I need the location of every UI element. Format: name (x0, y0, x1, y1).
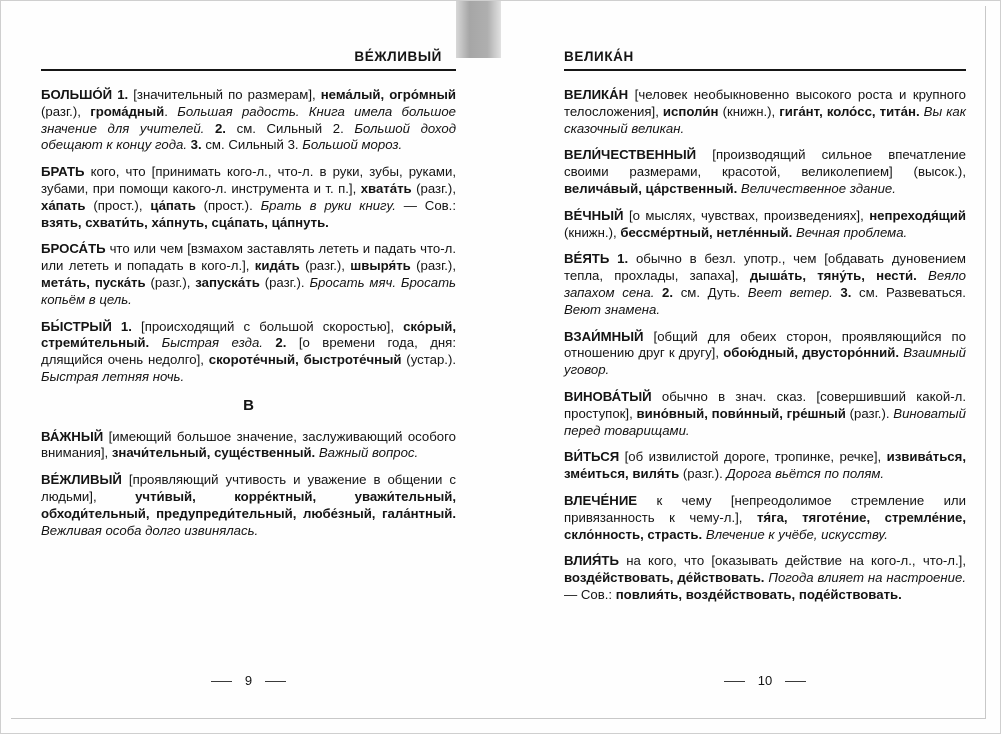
entry-text-segment: на кого, что [оказывать действие на кого-л., что-л.], (626, 553, 966, 569)
entry-text-segment: Большой доход обещают к концу года. (41, 120, 456, 153)
entry-text-segment: Важный вопрос. (318, 445, 419, 461)
entry-text-segment: Веяло запахом сена. (564, 268, 966, 300)
entry-text-segment: вино́вный, пови́нный, гре́шный (636, 405, 850, 421)
entry-text-segment: ВЕЛИ́ЧЕСТВЕННЫЙ (564, 147, 713, 163)
dictionary-entry (564, 329, 966, 379)
book-gutter-shadow (456, 1, 501, 58)
entry-text-segment: что или чем [взмахом заставлять лететь и падать что-л. или лететь и попадать в кого-л.], (41, 241, 456, 274)
entry-text-segment: (книжн.), (722, 103, 780, 119)
entry-text-segment: гига́нт, коло́сс, тита́н. (779, 103, 924, 119)
entry-text-segment: [о мыслях, чувствах, произведениях], (628, 207, 870, 223)
entry-text-segment: Веют знамена. (564, 301, 661, 317)
dictionary-entry (564, 208, 966, 242)
entry-text-segment: обычно в безл. употр., чем [обдавать дуновением тепла, прохлады, запаха], (564, 251, 966, 284)
entry-text-segment: Влечение к учёбе, искусству. (705, 526, 888, 542)
dictionary-entry (564, 87, 966, 137)
entry-text-segment: (разг.), (305, 258, 351, 274)
entry-text-segment: Вежливая особа долго извинялась. (41, 522, 259, 538)
entry-text-segment: (разг.). (849, 405, 894, 421)
entry-text-segment: грома́дный (90, 103, 165, 119)
running-head-row (41, 47, 456, 67)
entry-text-segment: кида́ть (254, 258, 306, 274)
entry-text-segment: Быстрая летняя ночь. (41, 368, 185, 384)
entry-text-segment: см. Сильный 2. (236, 120, 355, 136)
entry-text-segment: [значительный по размерам], (133, 87, 321, 102)
entry-text-segment: Взаимный уговор. (564, 345, 967, 378)
entry-text-segment: (разг.), (41, 103, 91, 119)
dictionary-entry (564, 147, 966, 197)
dictionary-entry (41, 319, 456, 386)
entry-text-segment: (разг.), (416, 180, 456, 196)
dictionary-entry (564, 493, 966, 543)
dictionary-entry (41, 241, 456, 308)
entry-text-segment: повлия́ть, возде́йствовать, поде́йствовать. (615, 586, 902, 602)
dictionary-entry (564, 389, 966, 439)
running-head-row (564, 47, 966, 67)
entry-text-segment: [об извилистой дороге, тропинке, речке], (624, 449, 887, 465)
footer-dash (724, 681, 745, 682)
entry-text-segment: — Сов.: (564, 586, 616, 602)
entry-text-segment: значи́тельный, суще́ственный. (111, 445, 319, 461)
dictionary-entry (41, 472, 456, 539)
entry-text-segment: бессме́ртный, нетле́нный. (620, 224, 796, 240)
entry-text-segment: мета́ть, пуска́ть (41, 274, 151, 290)
dictionary-entry (41, 87, 456, 154)
entry-text-segment: (книжн.), (564, 224, 621, 240)
entry-text-segment: Вечная проблема. (795, 224, 908, 240)
footer-dash (211, 681, 232, 682)
entry-text-segment: ВИНОВА́ТЫЙ (564, 388, 662, 404)
dictionary-entry (564, 449, 966, 483)
entry-text-segment: исполи́н (662, 103, 723, 119)
entry-text-segment: непреходя́щий (869, 207, 966, 223)
entry-text-segment: Большая радость. Книга имела большое значение для учителей. (41, 103, 457, 136)
entry-text-segment: 3. (840, 284, 860, 300)
entry-text-segment: [общий для обеих сторон, проявляющийся по отношению друг к другу], (564, 328, 966, 361)
entry-text-segment: см. Дуть. (680, 284, 748, 300)
entry-text-segment: ха́пать (41, 197, 94, 213)
header-rule (564, 69, 966, 71)
dictionary-entry (41, 429, 456, 463)
entry-text-segment: скороте́чный, быстроте́чный (208, 352, 407, 368)
left-page (41, 47, 456, 691)
entry-text-segment: ВЕ́ЯТЬ 1. (564, 251, 636, 267)
running-head: ВЕ́ЖЛИВЫЙ (354, 49, 442, 64)
entry-text-segment: 2. (662, 284, 681, 300)
page-edge-bottom (11, 718, 986, 719)
entry-text-segment: БЫ́СТРЫЙ 1. (41, 318, 142, 334)
entry-text-segment: БРОСА́ТЬ (41, 241, 110, 257)
page-number: 9 (244, 673, 253, 688)
entry-text-segment: велича́вый, ца́рственный. (564, 180, 741, 196)
entry-text-segment: [происходящий с большой скоростью], (141, 318, 404, 334)
entry-text-segment: ВА́ЖНЫЙ (41, 428, 109, 444)
entry-text-segment: см. Развеваться. (859, 284, 966, 300)
entry-text-segment: ВЕЛИКА́Н (564, 87, 635, 102)
entry-text-segment: нема́лый, огро́мный (320, 87, 456, 102)
entry-text-segment: ца́пать (150, 197, 204, 213)
entry-text-segment: (разг.), (150, 274, 196, 290)
dictionary-entry (564, 553, 966, 603)
running-head: ВЕЛИКА́Н (564, 49, 634, 64)
entry-text-segment: Погода влияет на настроение. (768, 570, 966, 586)
entry-text-segment: ско́рый, стреми́тельный. (41, 318, 456, 351)
section-letter: В (243, 396, 254, 414)
entry-text-segment: ВЛЕЧЕ́НИЕ (564, 492, 657, 508)
header-rule (41, 69, 456, 71)
entry-text-segment: к чему [непреодолимое стремление или привязанность к чему-л.], (564, 492, 966, 525)
footer-dash (265, 681, 286, 682)
entry-text-segment: Веет ветер. (747, 284, 841, 300)
entry-text-segment: взять, схвати́ть, ха́пнуть, сца́пать, ца́пнуть. (41, 214, 329, 230)
entry-text-segment: запуска́ть (195, 274, 265, 290)
entry-text-segment: Быстрая езда. (161, 335, 276, 351)
page-footer (41, 671, 456, 691)
entry-text-segment: 3. (190, 137, 206, 153)
entry-text-segment: (разг.), (416, 258, 456, 274)
entry-text-segment: [имеющий большое значение, заслуживающий особого внимания], (41, 428, 456, 461)
entry-text-segment: [проявляющий учтивость и уважение в общении с людьми], (41, 472, 457, 504)
entry-text-segment: обою́дный, двусторо́нний. (723, 345, 904, 361)
right-page (564, 47, 966, 691)
entry-text-segment: Бросать мяч. Бросать копьём в цель. (41, 274, 456, 307)
entry-text-segment: (прост.). (203, 197, 261, 213)
entry-text-segment: БРАТЬ (41, 164, 91, 180)
entry-text-segment: тя́га, тяготе́ние, стремле́ние, скло́нность, страсть. (564, 509, 967, 542)
dictionary-entry (564, 251, 966, 318)
entry-text-segment: ВЕ́ЖЛИВЫЙ (41, 472, 129, 488)
page-edge-right (985, 6, 986, 718)
entry-text-segment: . (164, 103, 178, 119)
entry-text-segment: ВЛИЯ́ТЬ (564, 553, 627, 569)
entry-text-segment: учти́вый, корре́ктный, уважи́тельный, обходи́тельный, предупреди́тельный, любе́зный, гала́нтный. (41, 488, 456, 521)
entry-text-segment: см. Сильный 3. (205, 137, 303, 153)
entries-column (564, 87, 966, 604)
entry-text-segment: [о времени года, дня: длящийся очень недолго], (41, 335, 456, 368)
entry-text-segment: Дорога вьётся по полям. (726, 466, 885, 482)
entry-text-segment: (устар.). (406, 352, 457, 368)
entry-text-segment: швыря́ть (350, 258, 417, 274)
entry-text-segment: БОЛЬШО́Й 1. (41, 87, 134, 102)
entries-column (41, 87, 456, 539)
entry-text-segment: обычно в знач. сказ. [совершивший какой-л. проступок], (564, 388, 966, 421)
entry-text-segment: 2. (275, 335, 299, 351)
entry-text-segment: Большой мороз. (302, 137, 403, 153)
entry-text-segment: — Сов.: (395, 197, 456, 213)
entry-text-segment: извива́ться, зме́иться, виля́ть (564, 449, 966, 482)
entry-text-segment: Виноватый перед товарищами. (564, 405, 966, 438)
entry-text-segment: (разг.). (264, 274, 310, 290)
footer-dash (785, 681, 806, 682)
entry-text-segment: Брать в руки книгу. (260, 197, 396, 213)
entry-text-segment: [производящий сильное впечатление своими размерами, красотой, великолепием] (высок.), (564, 147, 966, 180)
entry-text-segment: [человек необыкновенно высокого роста и крупного телосложения], (564, 87, 966, 119)
entry-text-segment: (разг.). (682, 466, 727, 482)
dictionary-entry (41, 164, 456, 231)
entry-text-segment: (прост.), (93, 197, 151, 213)
entry-text-segment: возде́йствовать, де́йствовать. (564, 570, 769, 586)
page-number: 10 (757, 673, 773, 688)
entry-text-segment: хвата́ть (360, 180, 417, 196)
page-footer (564, 671, 966, 691)
entry-text-segment: Вы как сказочный великан. (564, 103, 966, 136)
entry-text-segment: кого, что [принимать кого-л., что-л. в руки, зубы, руками, зубами, при помощи какого-л. инструмента и т. п.], (41, 164, 456, 196)
entry-text-segment: дыша́ть, тяну́ть, нести́. (749, 268, 929, 284)
entry-text-segment: 2. (214, 120, 237, 136)
entry-text-segment: ВЕ́ЧНЫЙ (564, 207, 629, 223)
entry-text-segment: Величественное здание. (740, 180, 896, 196)
entry-text-segment: ВЗАИ́МНЫЙ (564, 328, 654, 344)
entry-text-segment: ВИ́ТЬСЯ (564, 449, 625, 465)
